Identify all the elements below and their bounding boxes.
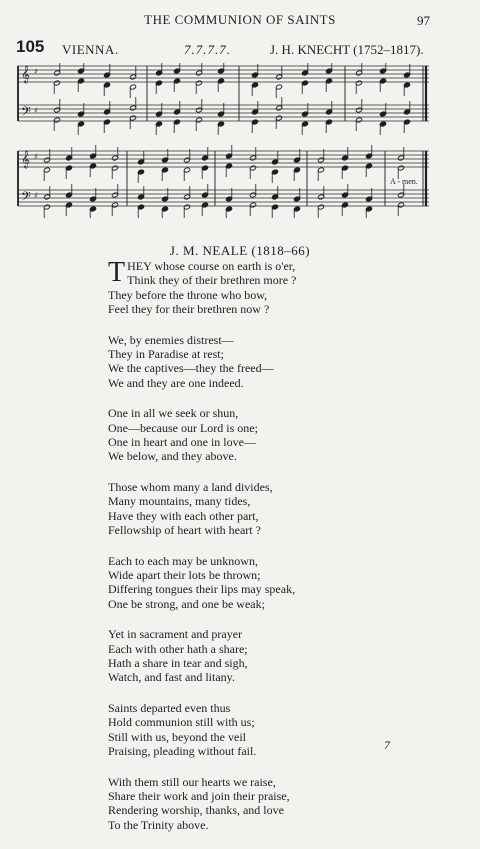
verse-line: Those whom many a land divides,: [108, 480, 273, 495]
treble-clef-icon: 𝄞: [21, 65, 30, 83]
verse-line: Yet in sacrament and prayer: [108, 627, 243, 642]
amen-label: A - men.: [390, 177, 418, 186]
verse-line: Each to each may be unknown,: [108, 553, 258, 568]
verse-line: They in Paradise at rest;: [108, 346, 224, 361]
bass-clef-icon: 𝄢: [21, 104, 31, 122]
sharp-icon: ♯: [34, 191, 38, 200]
verse-line: We, by enemies distrest—: [108, 332, 234, 347]
verse-line: Many mountains, many tides,: [108, 494, 251, 509]
stanza: [108, 259, 295, 316]
verse-line: Differing tongues their lips may speak,: [108, 582, 296, 597]
stanza: [108, 480, 295, 537]
sharp-icon: ♯: [34, 152, 38, 161]
verse-line: One in heart and one in love—: [108, 434, 256, 449]
hymn-text: [108, 259, 295, 849]
treble-clef-icon: 𝄞: [21, 150, 30, 168]
verse-line: Praising, pleading without fail.: [108, 744, 257, 759]
verse-line: Share their work and join their praise,: [108, 789, 290, 804]
verse-line: We the captives—they the freed—: [108, 361, 274, 376]
stanza: [108, 406, 295, 463]
verse-line: Still with us, beyond the veil: [108, 729, 246, 744]
verse-line: We below, and they above.: [108, 449, 237, 464]
sharp-icon: ♯: [34, 106, 38, 115]
stanza: [108, 775, 295, 832]
verse-line: Saints departed even thus: [108, 701, 231, 716]
page-number: 97: [417, 13, 430, 28]
verse-line: They before the throne who bow,: [108, 287, 268, 302]
verse-line: Each with other hath a share;: [108, 641, 248, 656]
bass-clef-icon: 𝄢: [21, 189, 31, 207]
verse-line: Think they of their brethren more ?: [127, 273, 297, 288]
stanza: [108, 627, 295, 684]
hymn-number: 105: [16, 37, 45, 56]
signature-mark: 7: [384, 738, 390, 752]
verse-line: We and they are one indeed.: [108, 375, 244, 390]
stanza: [108, 333, 295, 390]
running-title: THE COMMUNION OF SAINTS: [144, 12, 336, 27]
drop-cap: T: [108, 257, 126, 288]
verse-line: Rendering worship, thanks, and love: [108, 803, 284, 818]
stanza: [108, 554, 295, 611]
tune-name: VIENNA.: [62, 42, 119, 57]
verse-line: Watch, and fast and litany.: [108, 670, 235, 685]
verse-line: One in all we seek or shun,: [108, 406, 239, 421]
verse-line: Hath a share in tear and sigh,: [108, 656, 248, 671]
verse-line: Hold communion still with us;: [108, 715, 255, 730]
verse-line: Fellowship of heart with heart ?: [108, 522, 261, 537]
verse-line: Have they with each other part,: [108, 508, 259, 523]
hymn-heading: [16, 37, 456, 60]
verse-line: Wide apart their lots be thrown;: [108, 568, 261, 583]
verse-line: One be strong, and one be weak;: [108, 596, 265, 611]
verse-line: HEY whose course on earth is o'er,: [127, 259, 296, 273]
verse-line: One—because our Lord is one;: [108, 420, 258, 435]
verse-line: With them still our hearts we raise,: [108, 774, 276, 789]
music-score: [17, 63, 432, 218]
stanza: [108, 701, 295, 758]
page-header: [0, 12, 480, 32]
metre: 7.7.7.7.: [184, 42, 231, 57]
author-credit: J. M. NEALE (1818–66): [169, 243, 311, 258]
verse-line: To the Trinity above.: [108, 817, 209, 832]
composer: J. H. KNECHT (1752–1817).: [270, 42, 424, 57]
sharp-icon: ♯: [34, 67, 38, 76]
verse-line: Feel they for their brethren now ?: [108, 301, 270, 316]
